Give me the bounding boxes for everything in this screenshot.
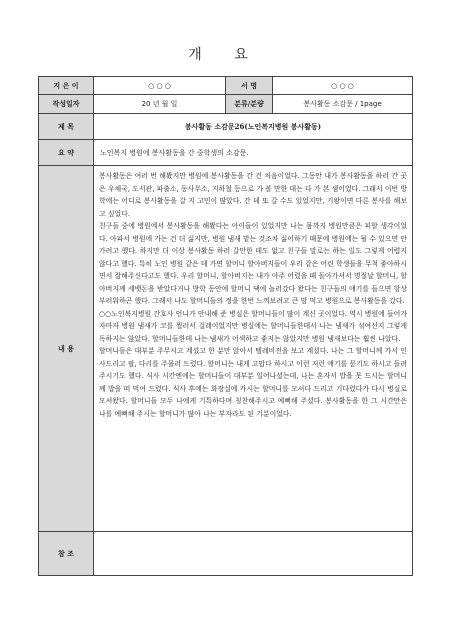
author-label: 지 은 이	[39, 77, 94, 95]
category-value: 봉사활동 소감문 / 1page	[273, 95, 413, 114]
author-row	[39, 77, 413, 95]
content-paragraph: 봉사활동은 여러 번 해봤지만 병원에 봉사활동을 간 건 처음이었다. 그동안 내가 봉사활동을 하러 간 곳은 우체국, 도서관, 파출소, 동사무소, 지하철 등으로 가 볼 만한 데는 다 가 본 셈이었다. 그래서 이번 방학에는 어디로 봉사활동을 갈 지 고민이 많았다. 간 데 또 갈 수도 있었지만, 기왕이면 다른 봉사를 해보고 싶었다.	[99, 172, 407, 218]
content-body	[94, 166, 413, 532]
subject-row	[39, 114, 413, 140]
subject-label: 제 목	[39, 114, 94, 140]
content-paragraph: 친구들 중에 병원에서 봉사활동을 해봤다는 아이들이 있었지만 나는 몸까지 병원만큼은 피할 생각이었다. 아파서 병원에 가는 건 더 싫지만, 병원 냄새 맡는 것조차 싫어하기 때문에 병원에는 될 수 있으면 안 가려고 했다. 하지만 더 이상 봉사활동 하러 갈만한 데도 없고 친구들 말로는 하는 일도 그렇게 어렵지 않다고 했다. 특히 노인 병원 같은 데 가면 할머니 할아버지들이 우리 같은 어린 학생들을 무척 좋아하시면서 잘해주신다고도 했다. 우리 할머니, 할아버지는 내가 아주 어렸을 때 돌아가셔서 명절날 할머니, 할아버지께 세뱃돈을 받았다거나 방학 동안에 할머니 댁에 놀러갔다 왔다는 친구들의 얘기를 들으면 항상 부러워하곤 했다. 그래서 나도 할머니들의 정을 한번 느껴보려고 큰 맘 먹고 병원으로 봉사활동을 갔다.	[99, 222, 407, 305]
summary-row	[39, 140, 413, 166]
reference-row	[39, 532, 413, 576]
book-title-value: ○ ○ ○	[273, 77, 413, 95]
date-row	[39, 95, 413, 114]
content-paragraph: ○○노인복지병원 간호사 언니가 안내해 준 병실은 할머니들이 많이 계신 곳이었다. 역시 병원에 들어가자마자 병원 냄새가 코를 찔러서 걸레이었지만 병실에는 할머니들한테서 나는 냄새가 섞여선지 그렇게 독하지는 않았다. 할머니들한테 나는 냄새가 어색하고 좋지는 않았지만 병원 냄새보다는 훨씬 나았다.	[99, 309, 407, 343]
document-title: 개 요	[188, 47, 262, 63]
reference-label: 참 조	[39, 532, 94, 576]
date-label: 작성일자	[39, 95, 94, 114]
summary-label: 요 약	[39, 140, 94, 166]
book-title-label: 서 명	[226, 77, 273, 95]
content-row	[39, 166, 413, 532]
content-label: 내 용	[39, 166, 94, 532]
author-value: ○ ○ ○	[94, 77, 226, 95]
summary-value: 노인복지 병원에 봉사활동을 간 중학생의 소감문.	[94, 140, 413, 166]
overview-table	[38, 76, 413, 576]
content-paragraph: 할머니들은 대부분 주무시고 계셨고 한 분만 앉아서 텔레비전을 보고 계셨다. 나는 그 할머니께 가서 인사드리고 팔, 다리를 주물러 드렸다. 할머니는 내게 고맙다 하시고 이런 저런 얘기를 묻기도 하시고 들려주시기도 했다. 식사 시간엔에는 할머니들이 대부분 일어나셨는데, 나는 혼자서 밥을 못 드시는 할머니께 밥을 떠 먹여 드렸다. 식사 후에는 화장실에 가시는 할머니를 모셔다 드리고 기다렸다가 다시 병실로 모셔왔다. 할머니들 모두 나에게 기특하다며 칭찬해주시고 예뻐해 주셨다. 봉사활동을 한 그 시간만은 나를 예뻐해 주시는 할머니가 많아 나는 부자라도 된 기분이었다.	[99, 347, 407, 418]
reference-value	[94, 532, 413, 576]
subject-value: 봉사활동 소감문26(노인복지병원 봉사활동)	[94, 114, 413, 140]
category-label: 분류/분량	[226, 95, 273, 114]
date-value: 20 년 월 일	[94, 95, 226, 114]
